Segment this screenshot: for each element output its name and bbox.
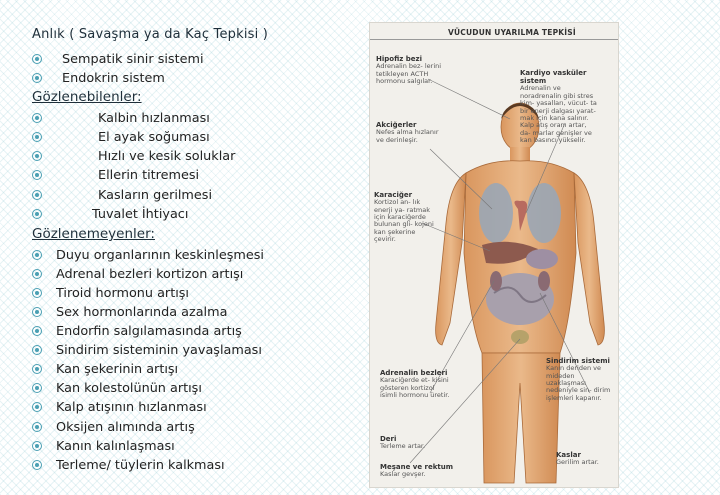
list-item: Sindirim sisteminin yavaşlaması bbox=[32, 341, 262, 359]
list-item: Duyu organlarının keskinleşmesi bbox=[32, 246, 264, 264]
bullet-icon bbox=[32, 345, 42, 355]
list-item: Terleme/ tüylerin kalkması bbox=[32, 456, 225, 474]
list-item: El ayak soğuması bbox=[32, 128, 210, 146]
list-item: Kalp atışının hızlanması bbox=[32, 398, 207, 416]
list-item: Kanın kalınlaşması bbox=[32, 437, 175, 455]
bullet-icon bbox=[32, 73, 42, 83]
body-stress-diagram bbox=[369, 22, 619, 488]
label-hipofiz: Hipofiz bezi Adrenalin bez- lerini tetikleyen ACTH hormonu salgılar. bbox=[376, 55, 442, 85]
bullet-icon bbox=[32, 190, 42, 200]
label-adrenalin: Adrenalin bezleri Karaciğerde et- kisini gösteren kortizol isimli hormonu üretir. bbox=[380, 369, 450, 399]
observable-heading: Gözlenebilenler: bbox=[32, 89, 142, 105]
bullet-icon bbox=[32, 402, 42, 412]
bullet-icon bbox=[32, 209, 42, 219]
bullet-icon bbox=[32, 441, 42, 451]
label-karaciger: Karaciğer Kortizol an- lık enerji ya- ratmak için karaciğerde bulunan gli- kojeni kan şekerine çevirir. bbox=[374, 191, 434, 244]
bullet-icon bbox=[32, 422, 42, 432]
list-item: Oksijen alımında artış bbox=[32, 418, 195, 436]
list-item: Kasların gerilmesi bbox=[32, 186, 212, 204]
diagram-title: VÜCUDUN UYARILMA TEPKİSİ bbox=[448, 28, 576, 37]
bullet-icon bbox=[32, 113, 42, 123]
list-item: Sempatik sinir sistemi bbox=[32, 50, 204, 68]
label-akciger: Akciğerler Nefes alma hızlanır ve derinleşir. bbox=[376, 121, 439, 144]
divider bbox=[370, 39, 618, 40]
list-item: Endokrin sistem bbox=[32, 69, 165, 87]
list-item: Hızlı ve kesik soluklar bbox=[32, 147, 235, 165]
label-deri: Deri Terleme artar. bbox=[380, 435, 426, 451]
slide-title: Anlık ( Savaşma ya da Kaç Tepkisi ) bbox=[32, 27, 269, 42]
list-item: Ellerin titremesi bbox=[32, 166, 199, 184]
bullet-icon bbox=[32, 460, 42, 470]
label-kardiyo: Kardiyo vasküler sistem Adrenalin ve noradrenalin gibi stres kim- yasalları, vücut- ta bir enerji dalgası yarat- mak için kana salınır. Kalp atış oranı artar, da- marlar genişler ve kan basıncı yükselir. bbox=[520, 69, 597, 145]
list-item: Kan şekerinin artışı bbox=[32, 360, 178, 378]
bullet-icon bbox=[32, 269, 42, 279]
list-item: Endorfin salgılamasında artış bbox=[32, 322, 242, 340]
bullet-icon bbox=[32, 288, 42, 298]
unobservable-heading: Gözlenemeyenler: bbox=[32, 226, 155, 242]
bullet-icon bbox=[32, 170, 42, 180]
bullet-icon bbox=[32, 307, 42, 317]
bullet-icon bbox=[32, 383, 42, 393]
list-item: Tuvalet İhtiyacı bbox=[32, 205, 188, 223]
bullet-icon bbox=[32, 151, 42, 161]
label-mesane: Meşane ve rektum Kaslar gevşer. bbox=[380, 463, 453, 479]
list-item: Kalbin hızlanması bbox=[32, 109, 210, 127]
bullet-icon bbox=[32, 132, 42, 142]
label-kaslar: Kaslar Gerilim artar. bbox=[556, 451, 599, 467]
bullet-icon bbox=[32, 250, 42, 260]
list-item: Tiroid hormonu artışı bbox=[32, 284, 189, 302]
bullet-icon bbox=[32, 364, 42, 374]
list-item: Kan kolestolünün artışı bbox=[32, 379, 202, 397]
label-sindirim: Sindirim sistemi Kanın deriden ve mideden uzaklaşması nedeniyle sin- dirim işlemleri kapanır. bbox=[546, 357, 611, 402]
list-item: Sex hormonlarında azalma bbox=[32, 303, 227, 321]
bullet-icon bbox=[32, 54, 42, 64]
bullet-icon bbox=[32, 326, 42, 336]
list-item: Adrenal bezleri kortizon artışı bbox=[32, 265, 243, 283]
